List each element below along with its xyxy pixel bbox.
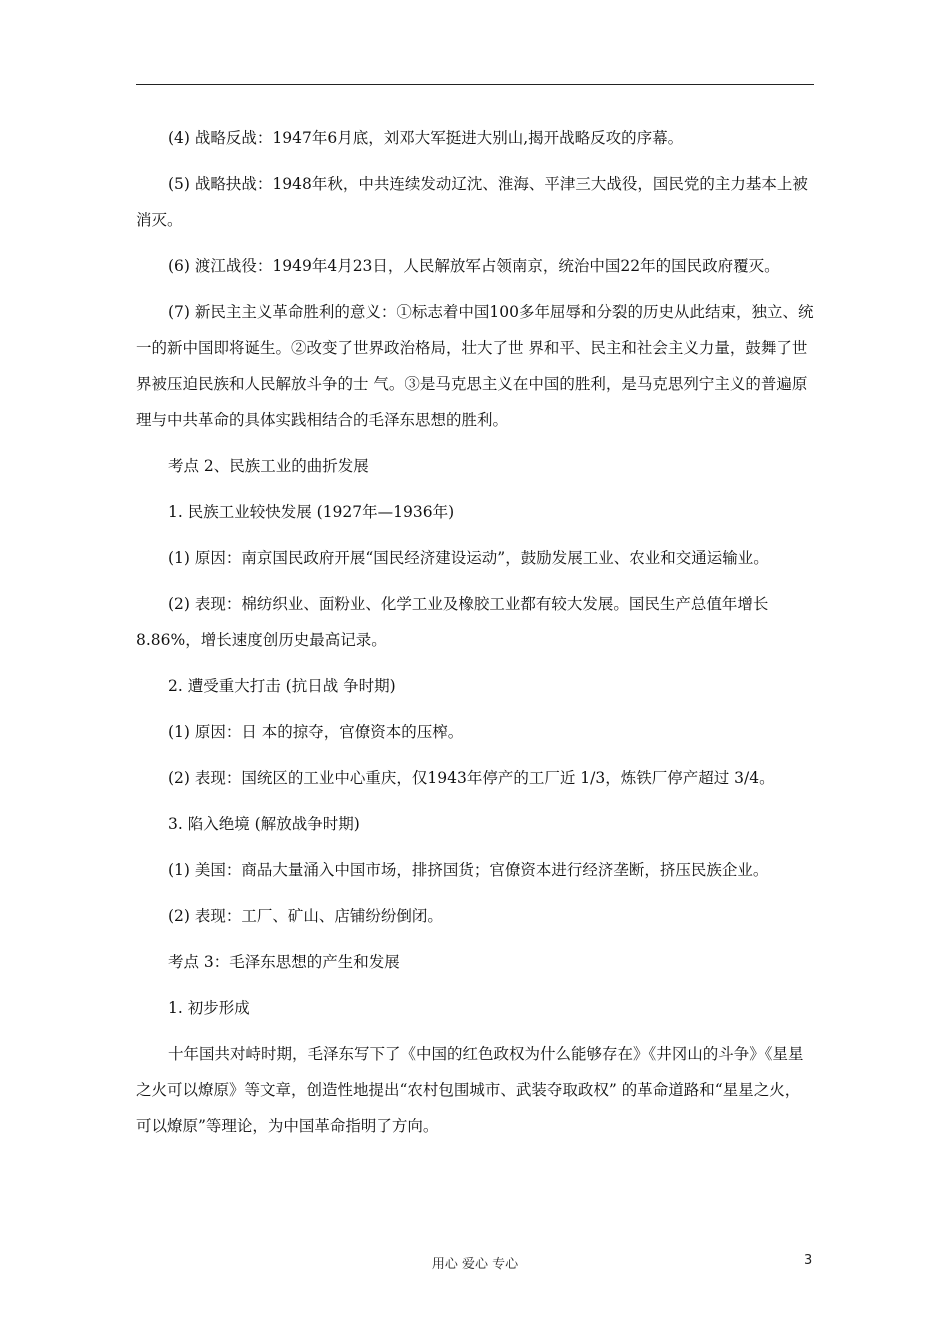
subheading-major-blow: 2. 遭受重大打击 (抗日战 争时期): [168, 677, 396, 695]
paragraph-strategic-counteroffensive: (4) 战略反战：1947年6月底，刘邓大军挺进大别山,揭开战略反攻的序幕。: [168, 129, 684, 147]
subheading-rapid-development: 1. 民族工业较快发展 (1927年—1936年): [168, 503, 455, 521]
header-rule: [136, 84, 814, 85]
paragraph-development-performance: (2) 表现：棉纺织业、面粉业、化学工业及橡胶工业都有较大发展。国民生产总值年增长8.86%，增长速度创历史最高记录。: [136, 595, 769, 649]
paragraph-blow-performance: (2) 表现：国统区的工业中心重庆，仅1943年停产的工厂近 1/3，炼铁厂停产超过 3/4。: [168, 769, 775, 787]
paragraph-strategic-decisive-battles: (5) 战略抉战：1948年秋，中共连续发动辽沈、淮海、平津三大战役，国民党的主力基本上被消灭。: [136, 175, 808, 229]
paragraph-initial-formation: 十年国共对峙时期，毛泽东写下了《中国的红色政权为什么能够存在》《井冈山的斗争》《星星之火可以燎原》等文章，创造性地提出“农村包围城市、武装夺取政权” 的革命道路和“星星之火，可以燎原”等理论，为中国革命指明了方向。: [136, 1045, 804, 1135]
document-body: [136, 120, 814, 1154]
paragraph-blow-reason: (1) 原因：日 本的掠夺，官僚资本的压榨。: [168, 723, 464, 741]
section-heading-mao-thought: 考点 3：毛泽东思想的产生和发展: [168, 953, 400, 971]
page-number: 3: [804, 1253, 813, 1268]
section-heading-national-industry: 考点 2、民族工业的曲折发展: [168, 457, 369, 475]
subheading-initial-formation: 1. 初步形成: [168, 999, 250, 1017]
subheading-desperate-situation: 3. 陷入绝境 (解放战争时期): [168, 815, 360, 833]
paragraph-revolution-significance: (7) 新民主主义革命胜利的意义：①标志着中国100多年屈辱和分裂的历史从此结束，独立、统一的新中国即将诞生。②改变了世界政治格局，壮大了世 界和平、民主和社会主义力量，鼓舞了世界被压迫民族和人民解放斗争的士 气。③是马克思主义在中国的胜利，是马克思列宁主义的普遍原理与中共革命的具体实践相结合的毛泽东思想的胜利。: [136, 303, 814, 429]
page-footer: 用心 爱心 专心: [431, 1257, 519, 1272]
paragraph-desperate-cause: (1) 美国：商品大量涌入中国市场，排挤国货；官僚资本进行经济垄断，挤压民族企业。: [168, 861, 769, 879]
paragraph-river-crossing-campaign: (6) 渡江战役：1949年4月23日，人民解放军占领南京，统治中国22年的国民政府覆灭。: [168, 257, 780, 275]
paragraph-desperate-performance: (2) 表现：工厂、矿山、店铺纷纷倒闭。: [168, 907, 443, 925]
paragraph-development-reason: (1) 原因：南京国民政府开展“国民经济建设运动”，鼓励发展工业、农业和交通运输业。: [168, 549, 769, 567]
